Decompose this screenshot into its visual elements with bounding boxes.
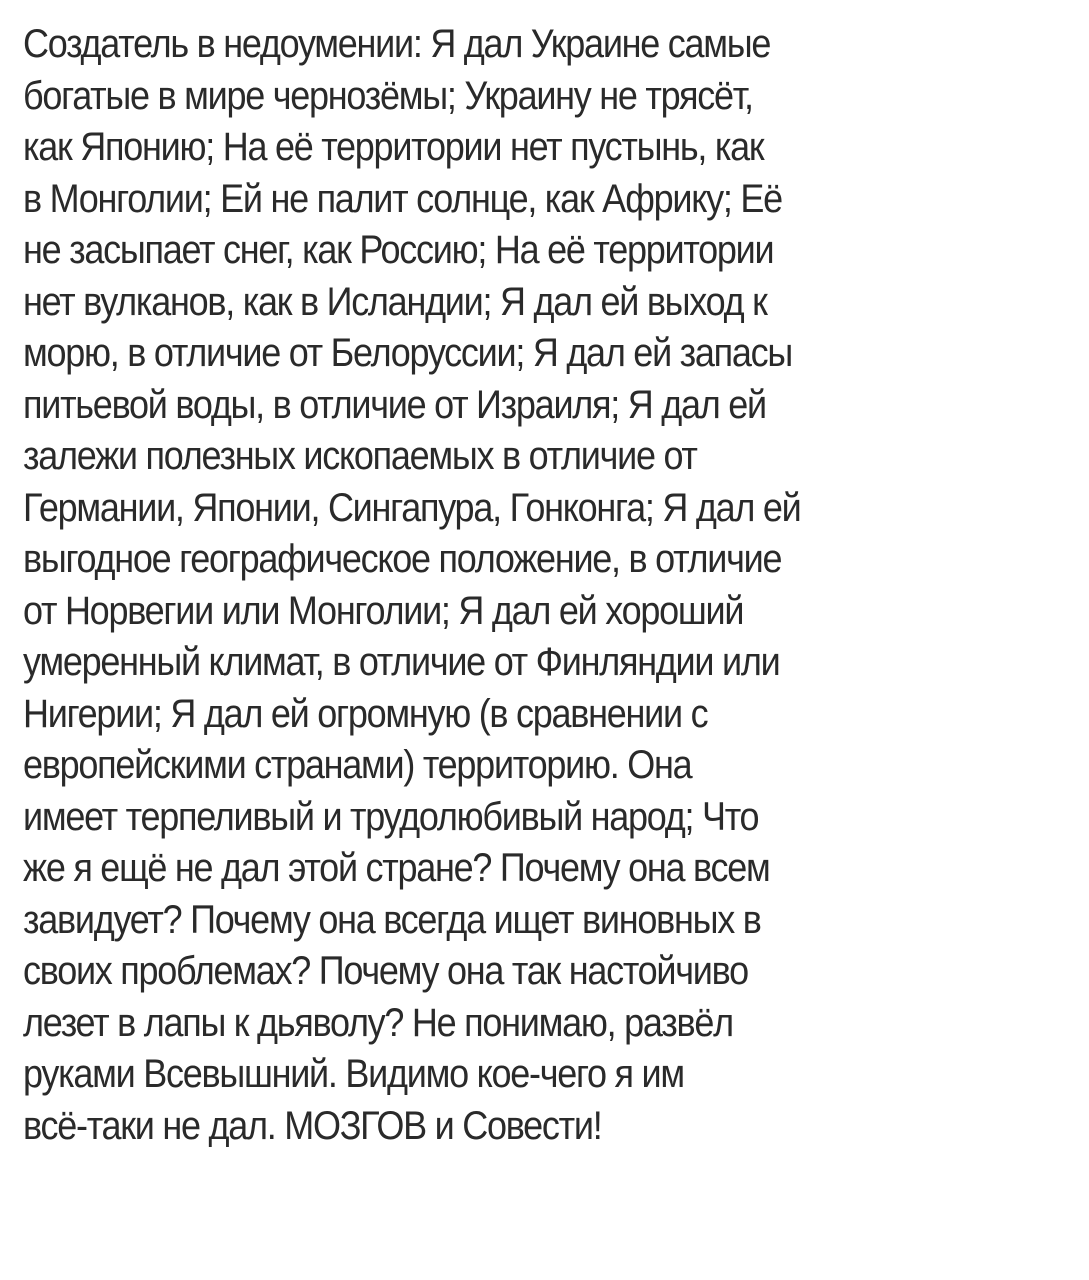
text-line: не засыпает снег, как Россию; На её территории [23, 228, 774, 272]
text-line: выгодное географическое положение, в отличие [23, 537, 782, 581]
text-line: от Норвегии или Монголии; Я дал ей хороший [23, 588, 744, 633]
text-line: лезет в лапы к дьяволу? Не понимаю, развёл [23, 1000, 733, 1045]
text-line: Нигерии; Я дал ей огромную (в сравнении с [23, 691, 708, 736]
text-line: в Монголии; Ей не палит солнце, как Африку; Её [23, 176, 782, 221]
text-line: морю, в отличие от Белоруссии; Я дал ей запасы [23, 331, 793, 375]
text-line: имеет терпеливый и трудолюбивый народ; Что [23, 794, 759, 839]
text-line: руками Всевышний. Видимо кое-чего я им [23, 1052, 684, 1096]
text-line: питьевой воды, в отличие от Израиля; Я дал ей [23, 382, 766, 427]
text-line: как Японию; На её территории нет пустынь, как [23, 125, 764, 169]
text-line: завидует? Почему она всегда ищет виновных в [23, 897, 761, 942]
text-line: Создатель в недоумении: Я дал Украине самые [23, 22, 771, 66]
text-line: Германии, Японии, Сингапура, Гонконга; Я дал ей [23, 485, 801, 530]
text-line: всё-таки не дал. МОЗГОВ и Совести! [23, 1103, 602, 1148]
text-line: своих проблемах? Почему она так настойчиво [23, 949, 748, 993]
text-line: залежи полезных ископаемых в отличие от [23, 434, 697, 478]
text-line: же я ещё не дал этой стране? Почему она всем [23, 846, 770, 890]
text-line: европейскими странами) территорию. Она [23, 743, 692, 787]
text-line: нет вулканов, как в Исландии; Я дал ей выход к [23, 279, 767, 324]
post-text [23, 19, 973, 1152]
text-line: умеренный климат, в отличие от Финляндии или [23, 640, 780, 684]
text-line: богатые в мире чернозёмы; Украину не трясёт, [23, 73, 753, 118]
